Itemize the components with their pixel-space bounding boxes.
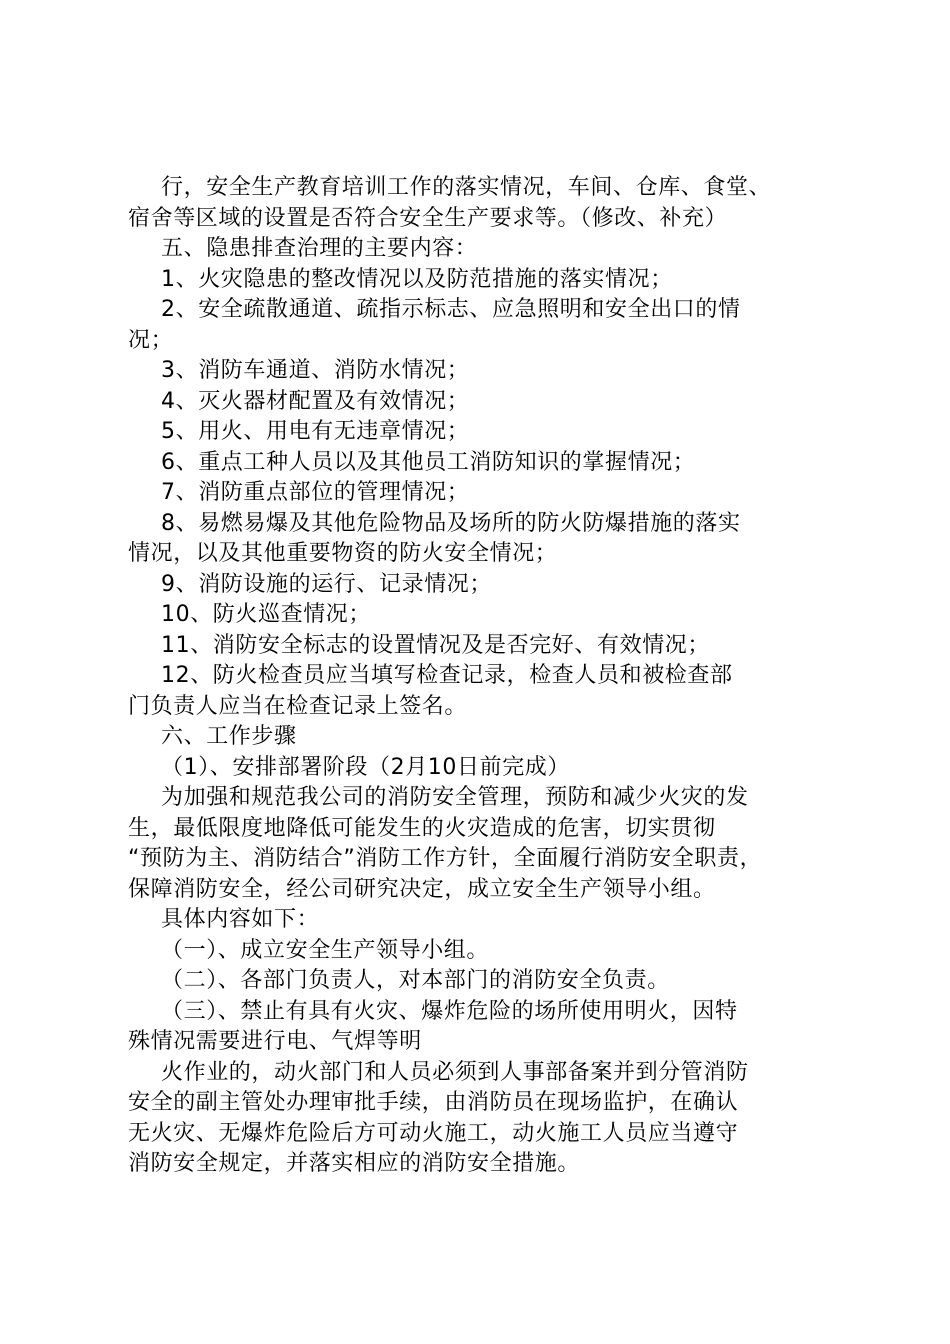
list-item-continuation: 情况，以及其他重要物资的防火安全情况； [128,541,558,566]
list-item: 10、防火巡查情况； [161,602,371,627]
list-item-continuation: 况； [128,327,174,353]
paragraph-line: 宿舍等区域的设置是否符合安全生产要求等。（修改、补充） [128,205,728,231]
list-item: 4、灭火器材配置及有效情况； [161,388,470,414]
paragraph-line: 消防安全规定，并落实相应的消防安全措施。 [128,1151,581,1176]
document-body [128,173,840,1180]
paragraph-line: 生，最低限度地降低可能发生的火灾造成的危害，切实贯彻 [128,815,716,841]
paragraph-line: 安全的副主管处办理审批手续，由消防员在现场监护，在确认 [128,1090,739,1115]
list-item-continuation: 门负责人应当在检查记录上签名。 [128,693,468,719]
paragraph-line: 无火灾、无爆炸危险后方可动火施工，动火施工人员应当遵守 [128,1120,739,1146]
list-item: 9、消防设施的运行、记录情况； [161,571,492,597]
list-item-continuation: 殊情况需要进行电、气焊等明 [128,1029,422,1054]
section-heading: 六、工作步骤 [161,724,297,749]
subsection-heading: （1）、安排部署阶段（2月10日前完成） [161,754,570,780]
list-item: 2、安全疏散通道、疏指示标志、应急照明和安全出口的情 [161,297,741,322]
list-item: 11、消防安全标志的设置情况及是否完好、有效情况； [161,632,710,658]
paragraph-line: 为加强和规范我公司的消防安全管理，预防和减少火灾的发 [161,785,749,810]
paragraph-line: 保障消防安全，经公司研究决定，成立安全生产领导小组。 [128,876,716,902]
list-item: 12、防火检查员应当填写检查记录，检查人员和被检查部 [161,663,733,688]
paragraph-line: “预防为主、消防结合”消防工作方针，全面履行消防安全职责， [128,846,763,871]
list-item: （三）、禁止有具有火灾、爆炸危险的场所使用明火，因特 [161,998,738,1024]
list-item: 5、用火、用电有无违章情况； [161,419,470,444]
paragraph-line: 火作业的，动火部门和人员必须到人事部备案并到分管消防 [161,1059,749,1085]
list-item: 1、火灾隐患的整改情况以及防范措施的落实情况； [161,266,673,292]
list-item: 8、易燃易爆及其他危险物品及场所的防火防爆措施的落实 [161,510,741,536]
list-item: 3、消防车通道、消防水情况； [161,358,470,383]
list-item: 6、重点工种人员以及其他员工消防知识的掌握情况； [161,449,696,475]
paragraph-line: 具体内容如下： [161,907,320,932]
list-item: （二）、各部门负责人，对本部门的消防安全负责。 [161,968,670,993]
list-item: 7、消防重点部位的管理情况； [161,480,470,505]
section-heading: 五、隐患排查治理的主要内容： [161,236,478,261]
paragraph-line: 行，安全生产教育培训工作的落实情况，车间、仓库、食堂、 [161,175,772,200]
list-item: （一）、成立安全生产领导小组。 [161,937,490,963]
